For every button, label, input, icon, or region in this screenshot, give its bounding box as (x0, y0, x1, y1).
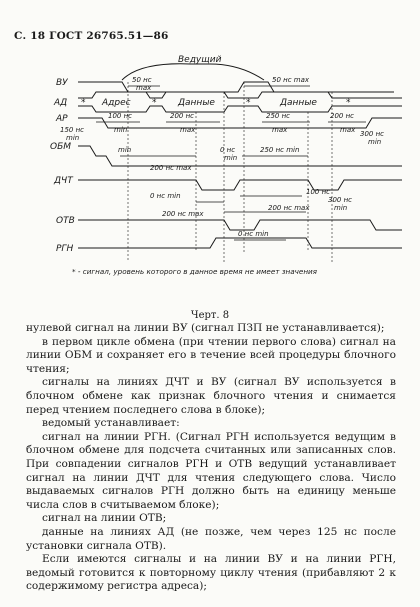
label-master: Ведущий (178, 55, 222, 65)
paragraph-6: сигнал на линии ОТВ; (42, 512, 167, 525)
timing-9: min (66, 134, 80, 142)
timing-17: min (224, 154, 238, 162)
timing-15: min (368, 138, 382, 146)
timing-6: 200 нс (170, 112, 195, 120)
paragraph-7: данные на линиях АД (не позже, чем через 125 нс после установки сигнала ОТВ). (26, 525, 396, 552)
label-ar: АР (56, 114, 68, 124)
timing-24: min (118, 146, 132, 154)
timing-27: 200 нс max (268, 204, 310, 212)
timing-11: max (272, 126, 288, 134)
timing-10: 250 нс (266, 112, 291, 120)
bus-star-3: * (246, 98, 251, 108)
label-otv: ОТВ (56, 216, 75, 226)
label-vu: ВУ (56, 78, 68, 88)
timing-8: 150 нс (60, 126, 85, 134)
figure-legend: * - сигнал, уровень которого в данное время не имеет значения (72, 267, 318, 276)
paragraph-4: ведомый устанавливает: (42, 417, 180, 430)
bus-label-data-1: Данные (178, 98, 215, 108)
bus-star-1: * (81, 98, 86, 108)
timing-diagram-svg (10, 52, 414, 302)
label-obm: ОБМ (50, 142, 72, 152)
timing-7: max (180, 126, 196, 134)
paragraph-2: в первом цикле обмена (при чтении первого слова) сигнал на линии ОБМ и сохраняет его в течение всей процедуры блочного чтения; (26, 335, 396, 375)
timing-18: 250 нс min (260, 146, 300, 154)
signal-otv-trace (78, 220, 402, 230)
timing-1: 50 нс (132, 76, 152, 84)
bus-star-2: * (152, 98, 157, 108)
timing-16: 0 нс (220, 146, 236, 154)
paragraph-1: нулевой сигнал на линии ВУ (сигнал ПЗП не устанавливается); (26, 322, 385, 334)
timing-20: 0 нс min (150, 192, 181, 200)
figure-caption: Черт. 8 (190, 310, 230, 321)
signal-rgn-trace (78, 238, 402, 248)
label-ad: АД (54, 98, 68, 108)
timing-4: 100 нс (108, 112, 133, 120)
body-text (26, 322, 396, 594)
timing-21: 300 нс (328, 196, 353, 204)
timing-19: 200 нс max (150, 164, 192, 172)
timing-2: max (136, 84, 152, 92)
signal-vu-trace (78, 82, 394, 92)
timing-3: 50 нс max (272, 76, 310, 84)
paragraph-3: сигналы на линиях ДЧТ и ВУ (сигнал ВУ используется в блочном обмене как признак блочного чтения и снимается перед чтением последнего слова в блоке); (26, 376, 396, 416)
bus-label-data-2: Данные (280, 98, 317, 108)
paragraph-5: сигнал на линии РГН. (Сигнал РГН используется ведущим в блочном обмене для подсчета считанных или записанных слов. При совпадении сигналов РГН и ОТВ ведущий устанавливает сигнал на линии ДЧТ для чтения следующего слова. Число выдаваемых сигналов РГН должно быть на единицу меньше числа слов в считываемом блоке); (26, 430, 396, 511)
timing-26: 0 нс min (238, 230, 269, 238)
timing-22: min (334, 204, 348, 212)
label-rgn: РГН (56, 244, 74, 254)
timing-25: 200 нс max (162, 210, 204, 218)
timing-13: max (340, 126, 356, 134)
signal-dcht-trace (78, 180, 402, 190)
timing-5: min (114, 126, 128, 134)
page-header: С. 18 ГОСТ 26765.51—86 (14, 30, 169, 42)
paragraph-8: Если имеются сигналы и на линии ВУ и на линии РГН, ведомый готовится к повторному циклу чтения (прибавляют 2 к содержимому регистра адреса); (26, 553, 396, 593)
timing-14: 300 нс (360, 130, 385, 138)
timing-23: 100 нс (306, 188, 331, 196)
timing-diagram (10, 52, 414, 302)
bus-label-address: Адрес (102, 98, 131, 108)
timing-12: 200 нс (330, 112, 355, 120)
label-dcht: ДЧТ (54, 176, 73, 186)
bus-star-4: * (346, 98, 351, 108)
